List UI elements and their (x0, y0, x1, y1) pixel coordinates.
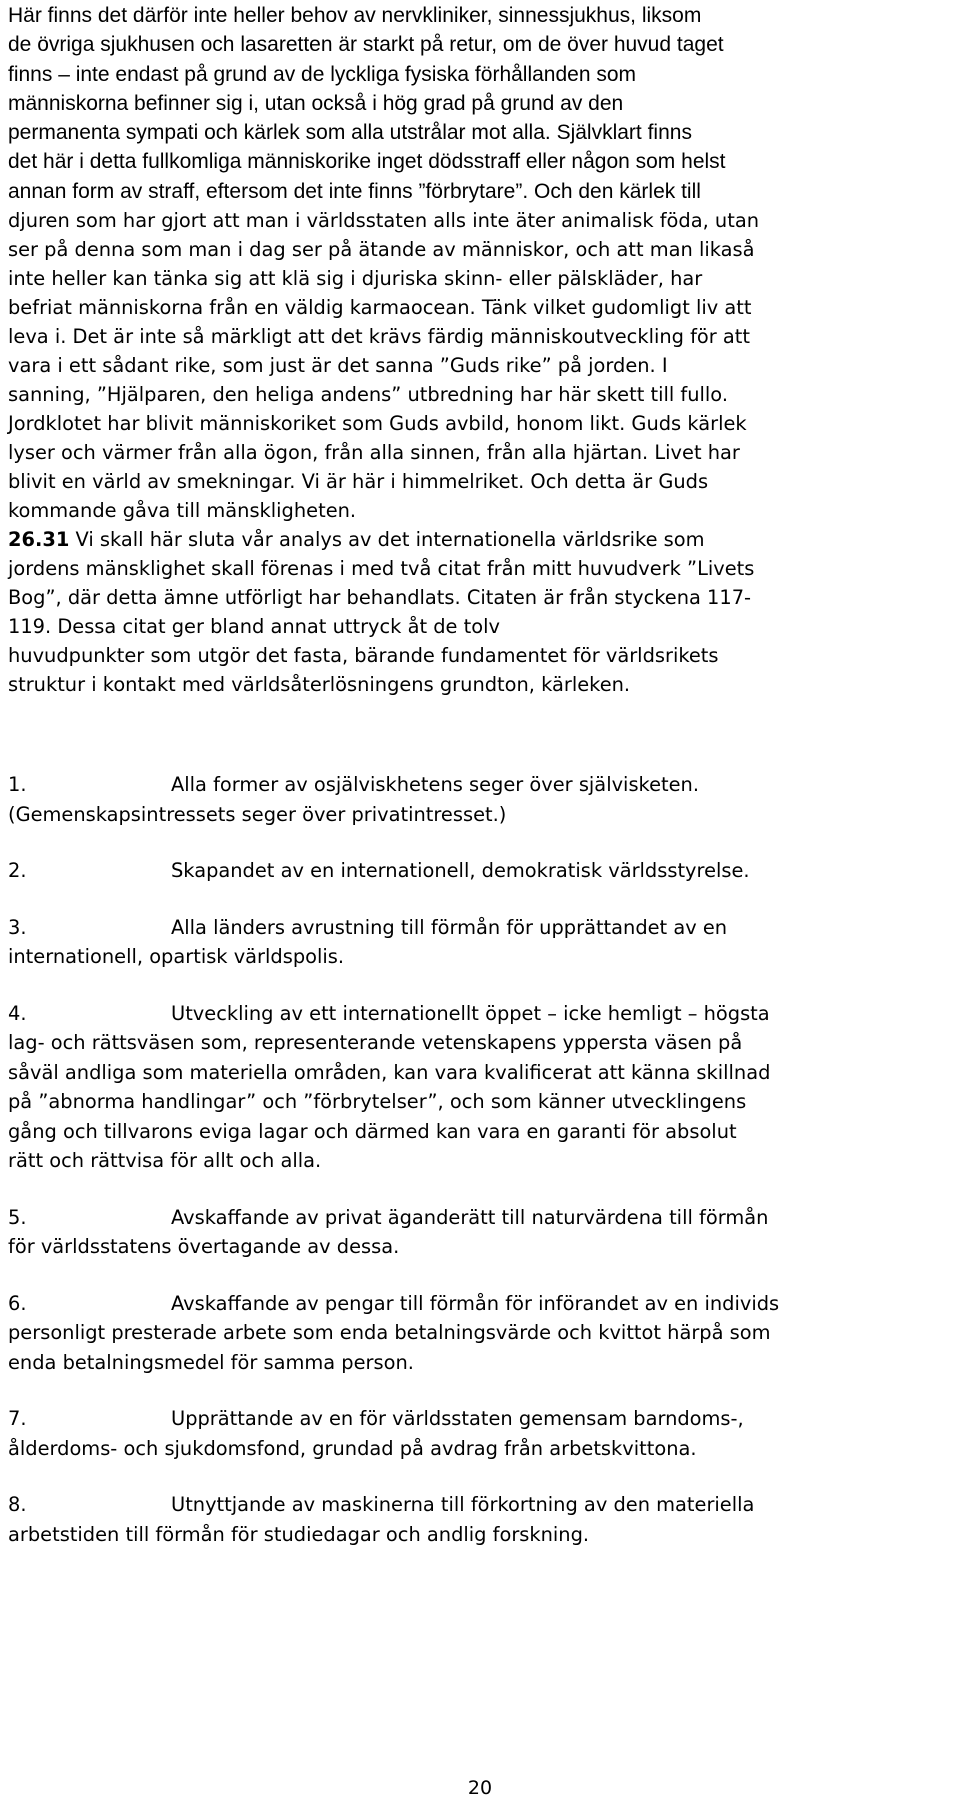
text-line: djuren som har gjort att man i världsstaten alls inte äter animalisk föda, utan (8, 209, 759, 233)
text-line: personligt presterade arbete som enda betalningsvärde och kvittot härpå som (8, 1321, 771, 1345)
text-line: inte heller kan tänka sig att klä sig i djuriska skinn- eller pälskläder, har (8, 267, 703, 291)
list-item-text: Avskaffande av pengar till förmån för införandet av en individs (171, 1291, 780, 1315)
paragraph-intro (8, 1, 953, 206)
text-line: såväl andliga som materiella områden, kan vara kvalificerat att känna skillnad (8, 1060, 771, 1084)
list-item (8, 1490, 953, 1549)
section-number: 26.31 (8, 528, 70, 552)
list-item-number: 2. (8, 859, 27, 883)
text-line: de övriga sjukhusen och lasaretten är starkt på retur, om de över huvud taget (8, 33, 724, 57)
text-line: människorna befinner sig i, utan också i hög grad på grund av den (8, 91, 624, 115)
text-line: internationell, opartisk världspolis. (8, 945, 345, 969)
text-line: lyser och värmer från alla ögon, från alla sinnen, från alla hjärtan. Livet har (8, 441, 740, 465)
text-line: Bog”, där detta ämne utförligt har behandlats. Citaten är från styckena 117- (8, 586, 752, 610)
text-line: huvudpunkter som utgör det fasta, bärande fundamentet för världsrikets (8, 644, 719, 668)
list-item-number: 8. (8, 1493, 27, 1517)
list-item (8, 856, 953, 886)
list-item-text: Alla former av osjälviskhetens seger över självisketen. (171, 773, 699, 797)
text-line: det här i detta fullkomliga människorike inget dödsstraff eller någon som helst (8, 150, 726, 174)
list-item-text: Upprättande av en för världsstaten gemensam barndoms-, (171, 1407, 744, 1431)
page-number: 20 (467, 1777, 493, 1799)
document-page (8, 0, 953, 1576)
text-line (8, 525, 953, 554)
list-item-text: Skapandet av en internationell, demokratisk världsstyrelse. (171, 859, 750, 883)
section-first-line: Vi skall här sluta vår analys av det internationella världsrike som (69, 528, 705, 552)
text-line: sanning, ”Hjälparen, den heliga andens” utbredning har här skett till fullo. (8, 383, 728, 407)
text-line: leva i. Det är inte så märkligt att det krävs färdig människoutveckling för att (8, 325, 751, 349)
text-line: Jordklotet har blivit människoriket som Guds avbild, honom likt. Guds kärlek (8, 412, 747, 436)
list-item-number: 4. (8, 1001, 27, 1025)
text-line: på ”abnorma handlingar” och ”förbrytelser”, och som känner utvecklingens (8, 1090, 747, 1114)
text-line: struktur i kontakt med världsåterlösningens grundton, kärleken. (8, 673, 631, 697)
list-item-number: 7. (8, 1407, 27, 1431)
text-line: gång och tillvarons eviga lagar och därmed kan vara en garanti för absolut (8, 1119, 737, 1143)
list-item (8, 770, 953, 829)
list-item-number: 6. (8, 1291, 27, 1315)
text-line: för världsstatens övertagande av dessa. (8, 1235, 400, 1259)
text-line: jordens mänsklighet skall förenas i med två citat från mitt huvudverk ”Livets (8, 557, 755, 581)
text-line: blivit en värld av smekningar. Vi är här i himmelriket. Och detta är Guds (8, 470, 709, 494)
list-item (8, 1289, 953, 1378)
text-line: permanenta sympati och kärlek som alla utstrålar mot alla. Självklart finns (8, 121, 692, 145)
text-line: enda betalningsmedel för samma person. (8, 1350, 414, 1374)
text-line: befriat människorna från en väldig karmaocean. Tänk vilket gudomligt liv att (8, 296, 752, 320)
list-item-text: Alla länders avrustning till förmån för upprättandet av en (171, 915, 728, 939)
text-line: Här finns det därför inte heller behov av nervkliniker, sinnessjukhus, liksom (8, 4, 702, 27)
list-item-text: Utnyttjande av maskinerna till förkortning av den materiella (171, 1493, 755, 1517)
text-line: 119. Dessa citat ger bland annat uttryck åt de tolv (8, 615, 500, 639)
text-line: ålderdoms- och sjukdomsfond, grundad på avdrag från arbetskvittona. (8, 1436, 697, 1460)
text-line: vara i ett sådant rike, som just är det sanna ”Guds rike” på jorden. I (8, 354, 668, 378)
text-line: (Gemenskapsintressets seger över privatintresset.) (8, 802, 507, 826)
text-line: lag- och rättsväsen som, representerande vetenskapens yppersta väsen på (8, 1031, 743, 1055)
list-item-text: Utveckling av ett internationellt öppet – icke hemligt – högsta (171, 1001, 770, 1025)
list-item (8, 999, 953, 1176)
list-item (8, 1203, 953, 1262)
list-item-number: 1. (8, 773, 27, 797)
numbered-list (8, 770, 953, 1549)
text-line: finns – inte endast på grund av de lyckliga fysiska förhållanden som (8, 62, 637, 86)
list-item-number: 3. (8, 915, 27, 939)
section-paragraph (8, 525, 953, 699)
text-line: ser på denna som man i dag ser på ätande av människor, och att man likaså (8, 238, 755, 262)
text-line: rätt och rättvisa för allt och alla. (8, 1149, 322, 1173)
paragraph-continuation (8, 206, 953, 525)
list-item-number: 5. (8, 1205, 27, 1229)
list-item (8, 913, 953, 972)
list-item-text: Avskaffande av privat äganderätt till naturvärdena till förmån (171, 1205, 769, 1229)
text-line: arbetstiden till förmån för studiedagar och andlig forskning. (8, 1522, 590, 1546)
text-line: annan form av straff, eftersom det inte finns ”förbrytare”. Och den kärlek till (8, 179, 701, 203)
text-line: kommande gåva till mänskligheten. (8, 499, 357, 523)
list-item (8, 1404, 953, 1463)
